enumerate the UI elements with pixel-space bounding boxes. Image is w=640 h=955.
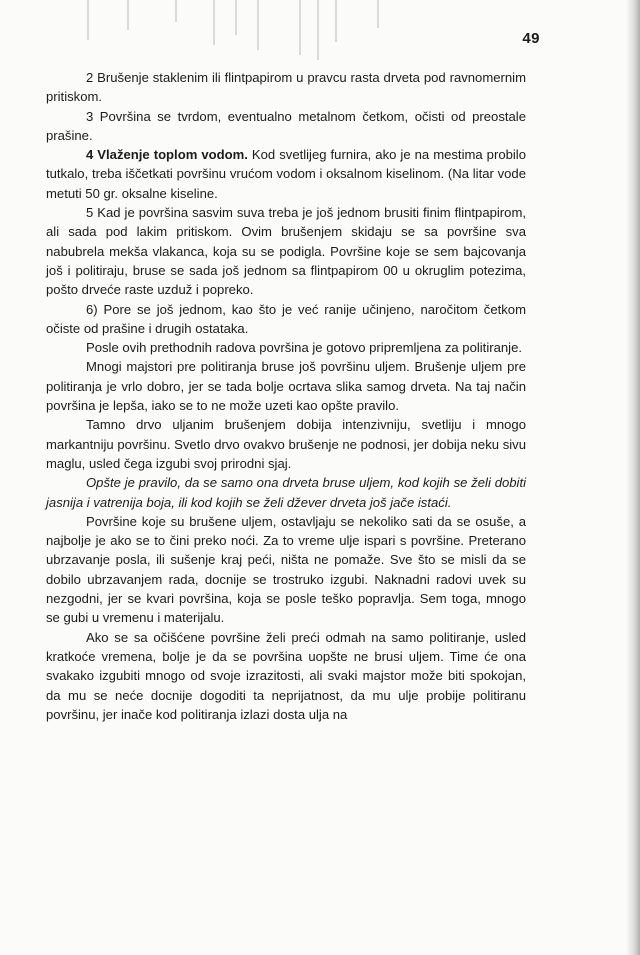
paragraph-step-3: 3 Površina se tvrdom, eventualno metalnom četkom, očisti od preostale prašine. bbox=[46, 108, 526, 143]
paragraph-drying: Površine koje su brušene uljem, ostavljaju se nekoliko sati da se osuše, a najbolje je ako se to čini preko noći. Za to vreme ulje ispari s površine. Preterano ubrzavanje posla, ili sušenje kraj peći, ništa ne pomaže. Sve što se misli da se dobilo ubrzavanjem rada, docnije se trostruko izgubi. Naknadni radovi uvek su nezgodni, jer se kvari površina, koja se posle teško popravlja. Sem toga, mnogo se gubi u vremenu i materijalu. bbox=[46, 513, 526, 626]
body-text bbox=[46, 68, 526, 724]
paragraph-preparation-done: Posle ovih prethodnih radova površina je gotovo pripremljena za politiranje. bbox=[86, 340, 522, 356]
page-edge-shadow bbox=[626, 0, 640, 955]
paragraph-general-rule: Opšte je pravilo, da se samo ona drveta bruse uljem, kod kojih se želi dobiti jasnija i vatrenija boja, ili kod kojih se želi džever drveta još jače istaći. bbox=[46, 475, 526, 510]
page-number: 49 bbox=[522, 30, 540, 47]
paragraph-direct-polishing: Ako se sa očišćene površine želi preći odmah na samo politiranje, usled kratkoće vremena, bolje je da se površina uopšte ne brusi uljem. Time će ona svakako izgubiti mnogo od svoje izrazitosti, ali svaki majstor može biti spokojan, da mu se neće docnije dogoditi ta neprijatnost, da mu ulje probije politiranu površinu, jer inače kod politiranja izlazi dosta ulja na bbox=[46, 629, 526, 722]
paragraph-step-2: 2 Brušenje staklenim ili flintpapirom u pravcu rasta drveta pod ravnomernim pritiskom. bbox=[46, 70, 526, 105]
paragraph-step-5: 5 Kad je površina sasvim suva treba je još jednom brusiti finim flintpapirom, ali sada pod lakim pritiskom. Ovim brušenjem skidaju se sa površine sva nabubrela mekša vlakanca, koja su se podigla. Površine koje se sem bajcovanja još i politiraju, bruse se sada još jednom sa flintpapirom 00 u okruglim potezima, pošto drveće raste uzduž i popreko. bbox=[46, 205, 526, 298]
paragraph-oil-sanding: Mnogi majstori pre politiranja bruse još površinu uljem. Brušenje uljem pre politiranja je vrlo dobro, jer se tada bolje ocrtava slika samog drveta. Na taj način površina je lepša, iako se to ne može uzeti kao opšte pravilo. bbox=[46, 359, 526, 414]
paragraph-dark-wood: Tamno drvo uljanim brušenjem dobija intenzivniju, svetliju i mnogo markantniju površinu. Svetlo drvo ovakvo brušenje ne podnosi, jer dobija neku sivu maglu, usled čega izgubi svoj prirodni sjaj. bbox=[46, 417, 526, 471]
paragraph-step-6: 6) Pore se još jednom, kao što je već ranije učinjeno, naročitom četkom očiste od prašine i drugih ostataka. bbox=[46, 301, 526, 336]
step-4-heading: 4 Vlaženje toplom vodom. bbox=[86, 147, 248, 163]
step-4-text: Kod svetlijeg furnira, ako je na mestima probilo tutkalo, treba iščetkati površinu vrućom vodom i oksalnom kiselinom. (Na litar vode metuti 50 gr. oksalne kiseline. bbox=[46, 147, 526, 201]
paragraph-step-4 bbox=[46, 145, 526, 203]
scan-artifacts bbox=[0, 0, 640, 70]
